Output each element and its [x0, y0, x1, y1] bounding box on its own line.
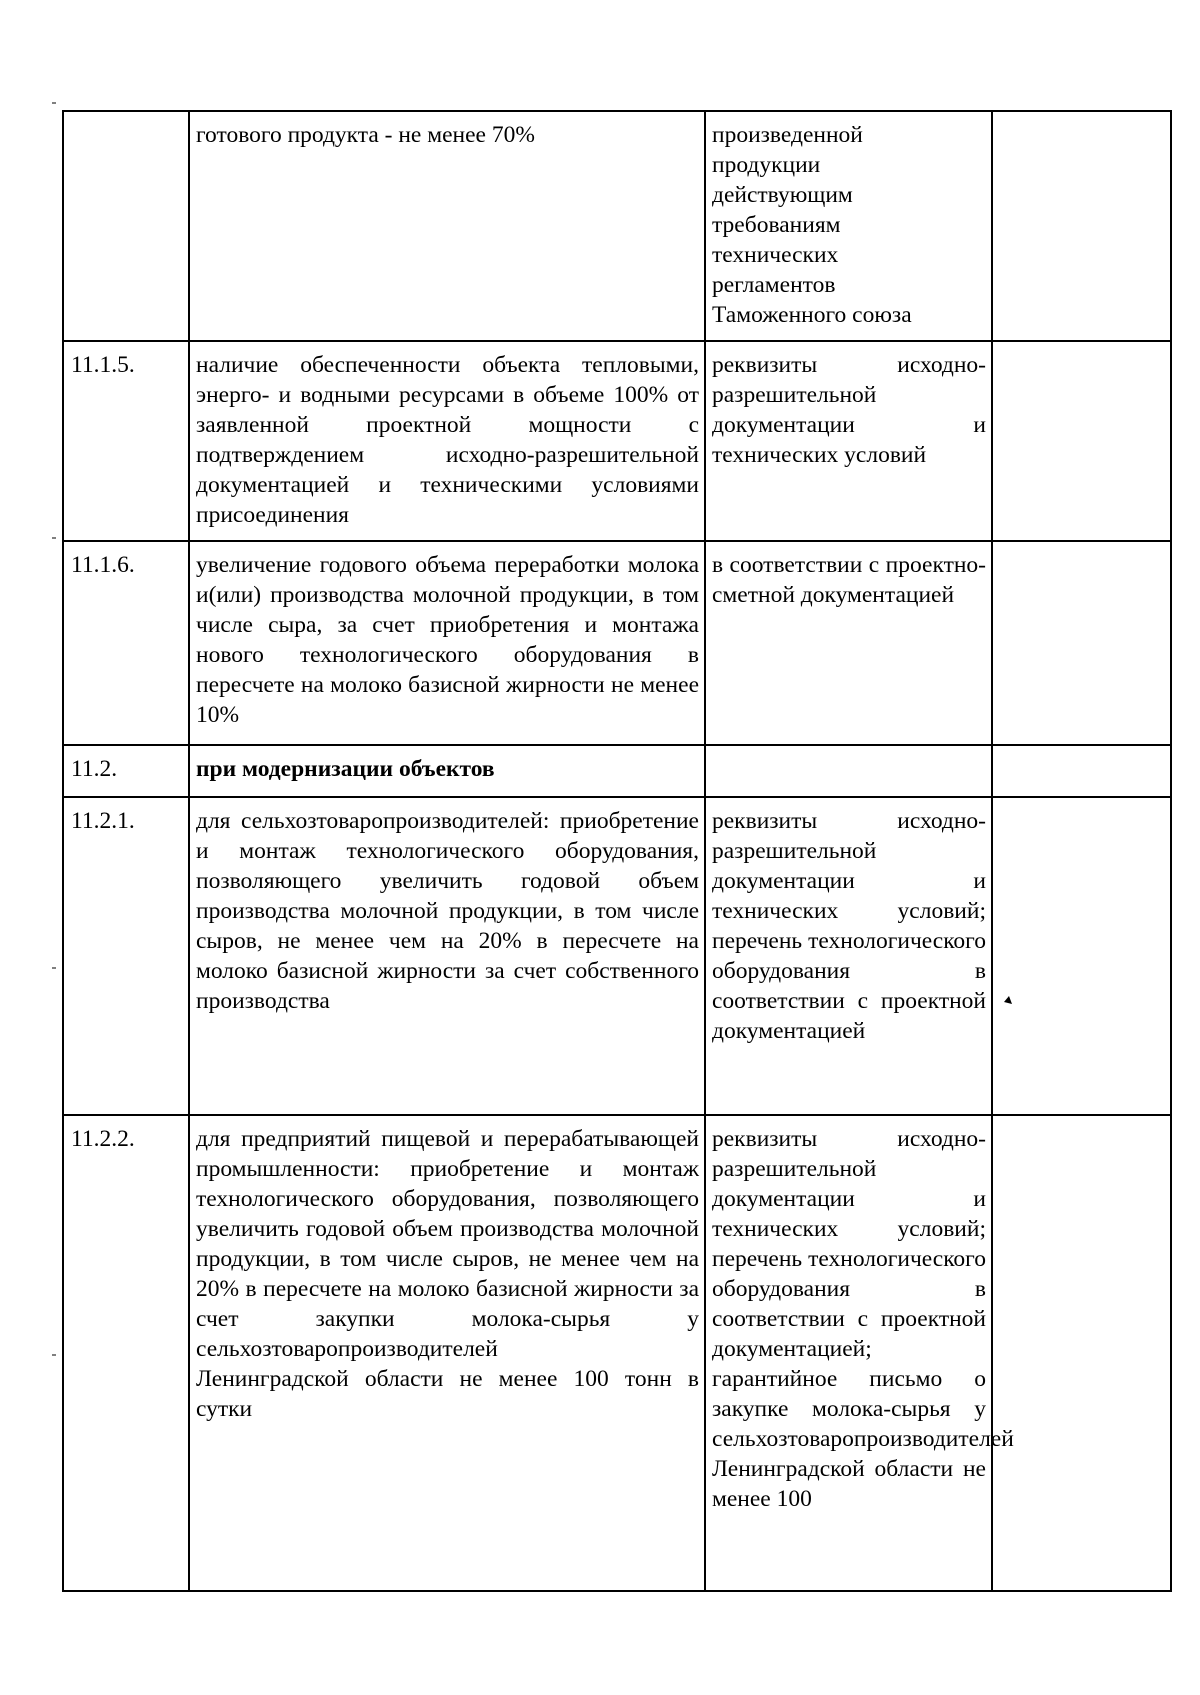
- note-cell: [992, 745, 1171, 797]
- requirement-text: увеличение годового объема переработки молока и(или) производства молочной продукции, в том числе сыра, за счет приобретения и монтажа нового технологического оборудования в пересчете на молоко базисной жирности не менее 10%: [189, 541, 705, 745]
- row-number: 11.2.2.: [63, 1115, 189, 1591]
- document-text: реквизиты исходно-разрешительной документации и технических условий: [705, 341, 992, 541]
- table-row: [63, 341, 1171, 541]
- note-cell: [992, 541, 1171, 745]
- requirement-text: готового продукта - не менее 70%: [189, 111, 705, 341]
- row-number: 11.2.: [63, 745, 189, 797]
- requirement-text: для сельхозтоваропроизводителей: приобретение и монтаж технологического оборудования, позволяющего увеличить годовой объем производства молочной продукции, в том числе сыров, не менее чем на 20% в пересчете на молоко базисной жирности за счет собственного производства: [189, 797, 705, 1115]
- document-text: произведенной продукции действующим требованиям технических регламентов Таможенного союза: [705, 111, 992, 341]
- note-cell: [992, 1115, 1171, 1591]
- document-text: в соответствии с проектно-сметной документацией: [705, 541, 992, 745]
- document-text: реквизиты исходно-разрешительной документации и технических условий; перечень технологического оборудования в соответствии с проектной документацией; гарантийное письмо о закупке молока-сырья у сельхозтоваропроизводителей Ленинградской области не менее 100: [705, 1115, 992, 1591]
- requirement-text-part2: Ленинградской области не менее 100 тонн в сутки: [196, 1366, 699, 1422]
- table-row: [63, 1115, 1171, 1591]
- note-cell: [992, 341, 1171, 541]
- table-row: [63, 745, 1171, 797]
- row-number: 11.2.1.: [63, 797, 189, 1115]
- requirement-text: наличие обеспеченности объекта тепловыми, энерго- и водными ресурсами в объеме 100% от заявленной проектной мощности с подтверждением исходно-разрешительной документацией и техническими условиями присоединения: [189, 341, 705, 541]
- row-number: 11.1.6.: [63, 541, 189, 745]
- requirement-text-part1: для предприятий пищевой и перерабатывающей промышленности: приобретение и монтаж технологического оборудования, позволяющего увеличить годовой объем производства молочной продукции, в том числе сыров, не менее чем на 20% в пересчете на молоко базисной жирности за счет закупки молока-сырья у сельхозтоваропроизводителей: [196, 1126, 699, 1362]
- section-heading: при модернизации объектов: [189, 745, 705, 797]
- row-number: [63, 111, 189, 341]
- table-row: [63, 111, 1171, 341]
- note-cell: [992, 111, 1171, 341]
- row-number: 11.1.5.: [63, 341, 189, 541]
- document-text: [705, 745, 992, 797]
- document-page: [62, 110, 1170, 1592]
- table-row: [63, 541, 1171, 745]
- note-cell: [992, 797, 1171, 1115]
- requirements-table: [62, 110, 1172, 1592]
- document-text: реквизиты исходно-разрешительной документации и технических условий; перечень технологического оборудования в соответствии с проектной документацией: [705, 797, 992, 1115]
- table-row: [63, 797, 1171, 1115]
- requirement-text: [189, 1115, 705, 1591]
